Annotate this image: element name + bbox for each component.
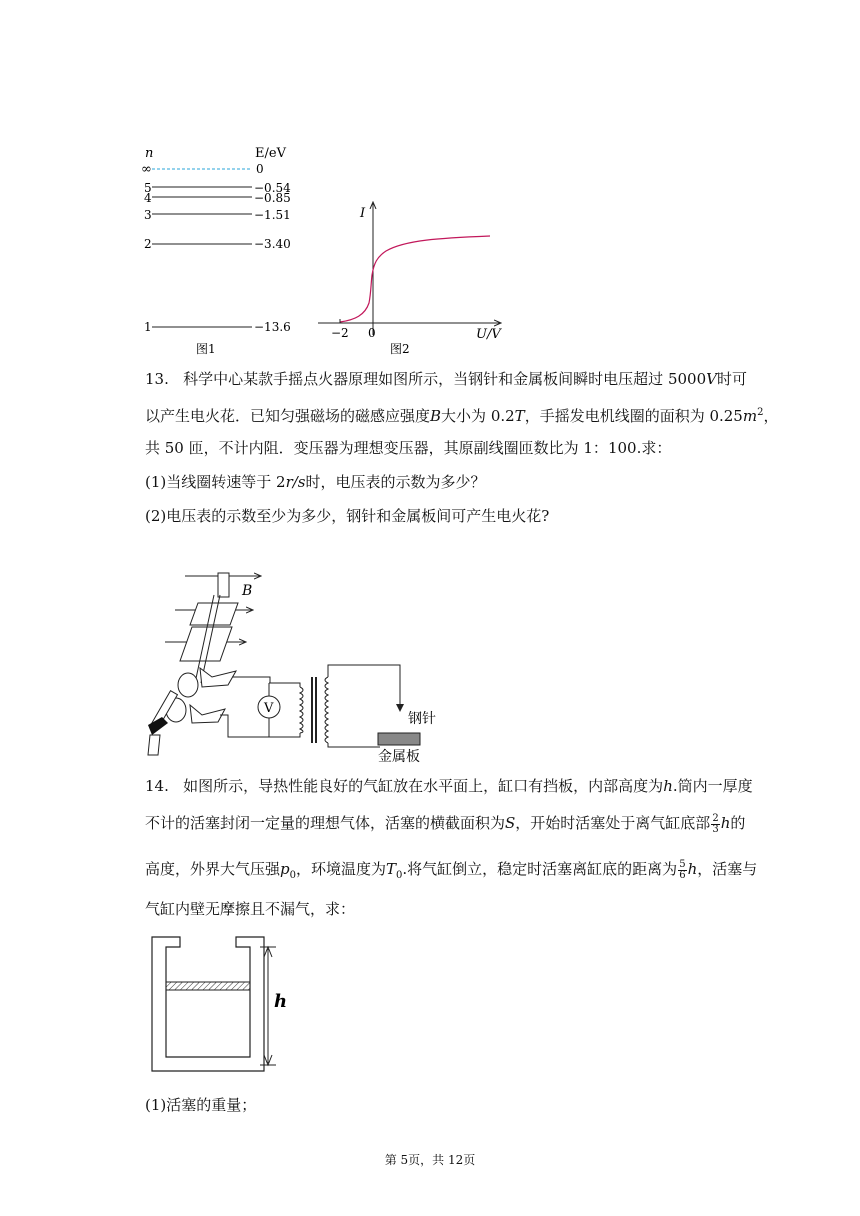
q13-subquestion-2: (2)电压表的示数至少为多少，钢针和金属板间可产生电火花? (145, 507, 550, 525)
crank-base (148, 735, 160, 755)
y-axis-label: I (360, 206, 366, 221)
fraction-two-thirds: $\frac{2}{3}$ (712, 812, 719, 835)
level-n-1: 1 (144, 320, 152, 334)
primary-coil (300, 687, 303, 733)
q14-subquestion-1: (1)活塞的重量； (145, 1096, 257, 1114)
x-tick-neg-two: −2 (331, 326, 349, 340)
fraction-five-sixths: $\frac{5}{6}$ (679, 858, 686, 881)
wire-top (232, 677, 300, 683)
level-e-2: −3.40 (254, 237, 291, 251)
level-e-3: −1.51 (254, 208, 291, 222)
q14-line-1: 14. 如图所示，导热性能良好的气缸放在水平面上，缸口有挡板，内部高度为h.筒内一厚度 (145, 777, 753, 795)
needle-label: 钢针 (408, 711, 436, 727)
plate-label: 金属板 (378, 749, 420, 765)
iu-curve (340, 236, 490, 322)
q14-number: 14. (145, 777, 169, 795)
level-e-1: −13.6 (254, 320, 291, 334)
primary-bottom (269, 733, 300, 737)
brush-1 (200, 668, 236, 687)
height-label: h (274, 991, 288, 1012)
x-tick-zero: 0 (368, 326, 376, 340)
q13-line-3: 共 50 匝，不计内阻．变压器为理想变压器，其原副线圈匝数比为 1：100.求： (145, 439, 672, 457)
igniter-circuit-diagram (140, 565, 450, 765)
level-e-inf: 0 (256, 162, 264, 176)
figure-1-caption: 图1 (196, 342, 216, 356)
n-axis-label: n (145, 146, 154, 161)
q14-line-3: 高度，外界大气压强$p_0$，环境温度为$T_0$.将气缸倒立，稳定时活塞离缸底的距离为 $\frac{5}{6}$ h，活塞与 (145, 858, 758, 881)
q13-line-2: 以产生电火花．已知匀强磁场的磁感应强度B大小为 0.2T，手摇发电机线圈的面积为 $0.25m^2$， (145, 407, 779, 425)
iu-curve-diagram (310, 195, 510, 360)
crank-handle (218, 573, 229, 597)
q13-subquestion-1: (1)当线圈转速等于 2r/s时，电压表的示数为多少？ (145, 473, 486, 491)
q14-line-4: 气缸内壁无摩擦且不漏气，求： (145, 900, 356, 918)
level-n-2: 2 (144, 237, 152, 251)
cylinder-wall (152, 937, 264, 1071)
energy-level-diagram (135, 140, 300, 360)
q14-line-2: 不计的活塞封闭一定量的理想气体，活塞的横截面积为S，开始时活塞处于离气缸底部 $\frac{2}{3}$ h的 (145, 812, 746, 835)
secondary-top (328, 665, 400, 710)
slip-ring-1 (178, 673, 198, 697)
crank-lever (148, 717, 168, 735)
secondary-bottom (328, 743, 380, 747)
field-b-label: B (242, 583, 253, 599)
level-n-4: 4 (144, 191, 152, 205)
q13-number: 13. (145, 370, 169, 388)
level-e-5: −0.54 (254, 181, 291, 195)
primary-top (269, 683, 300, 687)
secondary-coil (325, 677, 328, 743)
figure-2-caption: 图2 (390, 342, 410, 356)
energy-axis-label: E/eV (255, 146, 286, 161)
x-axis-label: U/V (476, 327, 501, 342)
q13-line-1: 13. 科学中心某款手摇点火器原理如图所示，当钢针和金属板间瞬时电压超过 5000V时可 (145, 370, 747, 388)
level-n-3: 3 (144, 208, 152, 222)
gas-cylinder-diagram (150, 935, 300, 1075)
level-n-5: 5 (144, 181, 152, 195)
piston (166, 982, 250, 990)
brush-2 (190, 705, 225, 723)
wire-bottom (220, 715, 300, 737)
level-e-4: −0.85 (254, 191, 291, 205)
level-n-inf: ∞ (141, 162, 152, 177)
voltmeter-label: V (264, 701, 274, 716)
metal-plate (378, 733, 420, 745)
page-footer: 第 5页，共 12页 (384, 1153, 476, 1167)
